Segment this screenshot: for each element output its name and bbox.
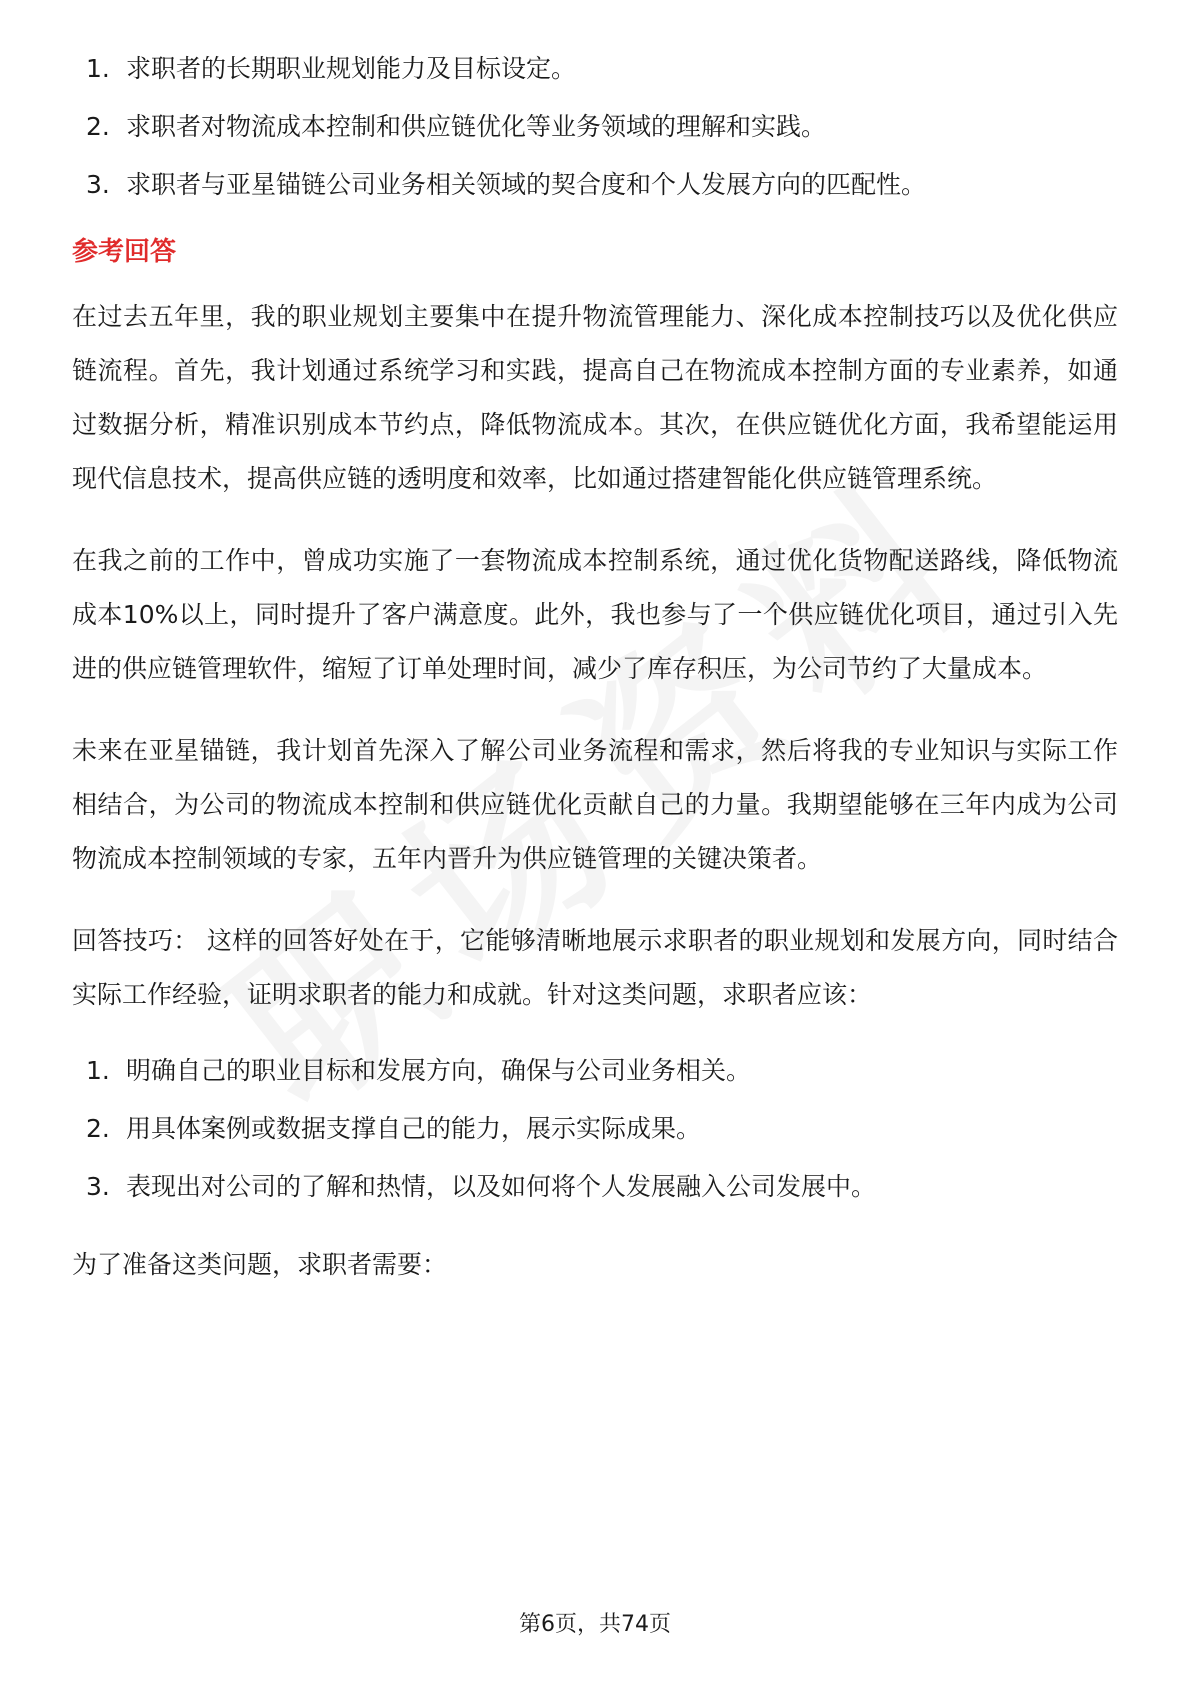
- list-item-text: 求职者的长期职业规划能力及目标设定。: [126, 54, 577, 83]
- list-item-text: 求职者对物流成本控制和供应链优化等业务领域的理解和实践。: [126, 112, 827, 141]
- list-item-text: 求职者与亚星锚链公司业务相关领域的契合度和个人发展方向的匹配性。: [126, 170, 927, 199]
- list-item-text: 明确自己的职业目标和发展方向，确保与公司业务相关。: [126, 1056, 752, 1085]
- tips-list: [72, 1042, 1118, 1216]
- list-number: 2.: [86, 1114, 110, 1143]
- section-heading: 参考回答: [72, 237, 177, 267]
- list-item: [72, 1158, 1118, 1216]
- list-item-text: 用具体案例或数据支撑自己的能力，展示实际成果。: [126, 1114, 702, 1143]
- list-number: 1.: [86, 54, 110, 83]
- list-item: [72, 40, 1118, 98]
- list-number: 3.: [86, 1172, 110, 1201]
- closing-line: 为了准备这类问题，求职者需要：: [72, 1250, 448, 1279]
- list-number: 3.: [86, 170, 110, 199]
- answer-paragraph: 在过去五年里，我的职业规划主要集中在提升物流管理能力、深化成本控制技巧以及优化供应链流程。首先，我计划通过系统学习和实践，提高自己在物流成本控制方面的专业素养，如通过数据分析，精准识别成本节约点，降低物流成本。其次，在供应链优化方面，我希望能运用现代信息技术，提高供应链的透明度和效率，比如通过搭建智能化供应链管理系统。: [72, 302, 1118, 493]
- list-number: 2.: [86, 112, 110, 141]
- list-item: [72, 1042, 1118, 1100]
- criteria-list: [72, 40, 1118, 214]
- list-number: 1.: [86, 1056, 110, 1085]
- tips-paragraph: 回答技巧： 这样的回答好处在于，它能够清晰地展示求职者的职业规划和发展方向，同时结合实际工作经验，证明求职者的能力和成就。针对这类问题，求职者应该：: [72, 926, 1118, 1009]
- page-number: 第6页，共74页: [519, 1612, 671, 1637]
- list-item: [72, 1100, 1118, 1158]
- answer-paragraph: 在我之前的工作中，曾成功实施了一套物流成本控制系统，通过优化货物配送路线，降低物流成本10%以上，同时提升了客户满意度。此外，我也参与了一个供应链优化项目，通过引入先进的供应链管理软件，缩短了订单处理时间，减少了库存积压，为公司节约了大量成本。: [72, 546, 1118, 683]
- document-content: [72, 40, 1118, 1292]
- list-item-text: 表现出对公司的了解和热情，以及如何将个人发展融入公司发展中。: [126, 1172, 877, 1201]
- list-item: [72, 156, 1118, 214]
- answer-paragraph: 未来在亚星锚链，我计划首先深入了解公司业务流程和需求，然后将我的专业知识与实际工作相结合，为公司的物流成本控制和供应链优化贡献自己的力量。我期望能够在三年内成为公司物流成本控制领域的专家，五年内晋升为供应链管理的关键决策者。: [72, 736, 1118, 873]
- list-item: [72, 98, 1118, 156]
